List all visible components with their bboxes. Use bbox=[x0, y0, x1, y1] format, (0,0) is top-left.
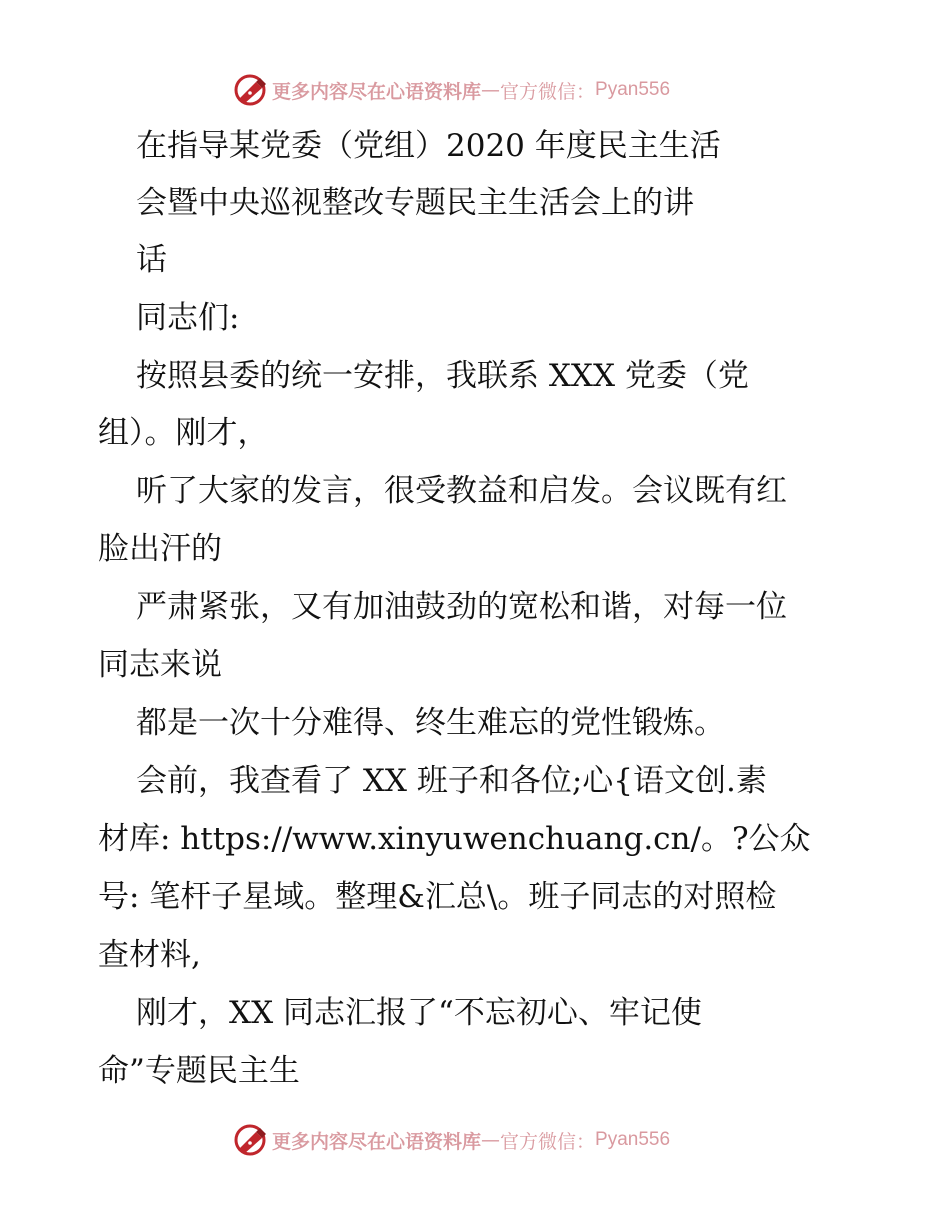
doc-paragraph-line: 听了大家的发言，很受教益和启发。会议既有红 bbox=[136, 473, 787, 509]
footer-banner bbox=[232, 1120, 670, 1160]
doc-paragraph-line: 会前，我查看了 XX 班子和各位;心{语文创.素 bbox=[136, 763, 767, 799]
doc-title-line-3: 话 bbox=[136, 242, 167, 278]
doc-paragraph-line: 组）。刚才， bbox=[98, 415, 269, 451]
banner-wechat-id: Pyan556 bbox=[595, 79, 671, 100]
banner-title: 更多内容尽在心语资料库 bbox=[272, 1130, 482, 1153]
doc-paragraph-line: 同志来说 bbox=[98, 647, 222, 683]
banner-wechat-label: 官方微信： bbox=[500, 1130, 596, 1153]
doc-title-line-2: 会暨中央巡视整改专题民主生活会上的讲 bbox=[136, 185, 694, 221]
pen-nib-logo-icon bbox=[232, 1122, 268, 1158]
doc-title-line-1: 在指导某党委（党组）2020 年度民主生活 bbox=[136, 128, 721, 164]
banner-wechat-id: Pyan556 bbox=[595, 1129, 671, 1150]
header-banner bbox=[232, 70, 670, 110]
doc-paragraph-line: 严肃紧张，又有加油鼓劲的宽松和谐，对每一位 bbox=[136, 589, 787, 625]
doc-salutation: 同志们: bbox=[136, 300, 240, 336]
doc-paragraph-line: 号: 笔杆子星域。整理&汇总\。班子同志的对照检 bbox=[98, 879, 777, 915]
doc-paragraph-line: 脸出汗的 bbox=[98, 531, 222, 567]
doc-paragraph-line: 命”专题民主生 bbox=[98, 1053, 300, 1089]
banner-separator: — bbox=[481, 79, 501, 101]
doc-paragraph-line: 都是一次十分难得、终生难忘的党性锻炼。 bbox=[136, 705, 725, 741]
doc-paragraph-line: 按照县委的统一安排，我联系 XXX 党委（党 bbox=[136, 358, 749, 394]
doc-paragraph-line: 材库: https://www.xinyuwenchuang.cn/。?公众 bbox=[98, 821, 811, 857]
banner-title: 更多内容尽在心语资料库 bbox=[272, 80, 482, 103]
doc-paragraph-line: 刚才，XX 同志汇报了“不忘初心、牢记使 bbox=[136, 995, 702, 1031]
pen-nib-logo-icon bbox=[232, 72, 268, 108]
banner-wechat-label: 官方微信： bbox=[500, 80, 596, 103]
doc-paragraph-line: 查材料, bbox=[98, 937, 201, 973]
banner-separator: — bbox=[481, 1129, 501, 1151]
